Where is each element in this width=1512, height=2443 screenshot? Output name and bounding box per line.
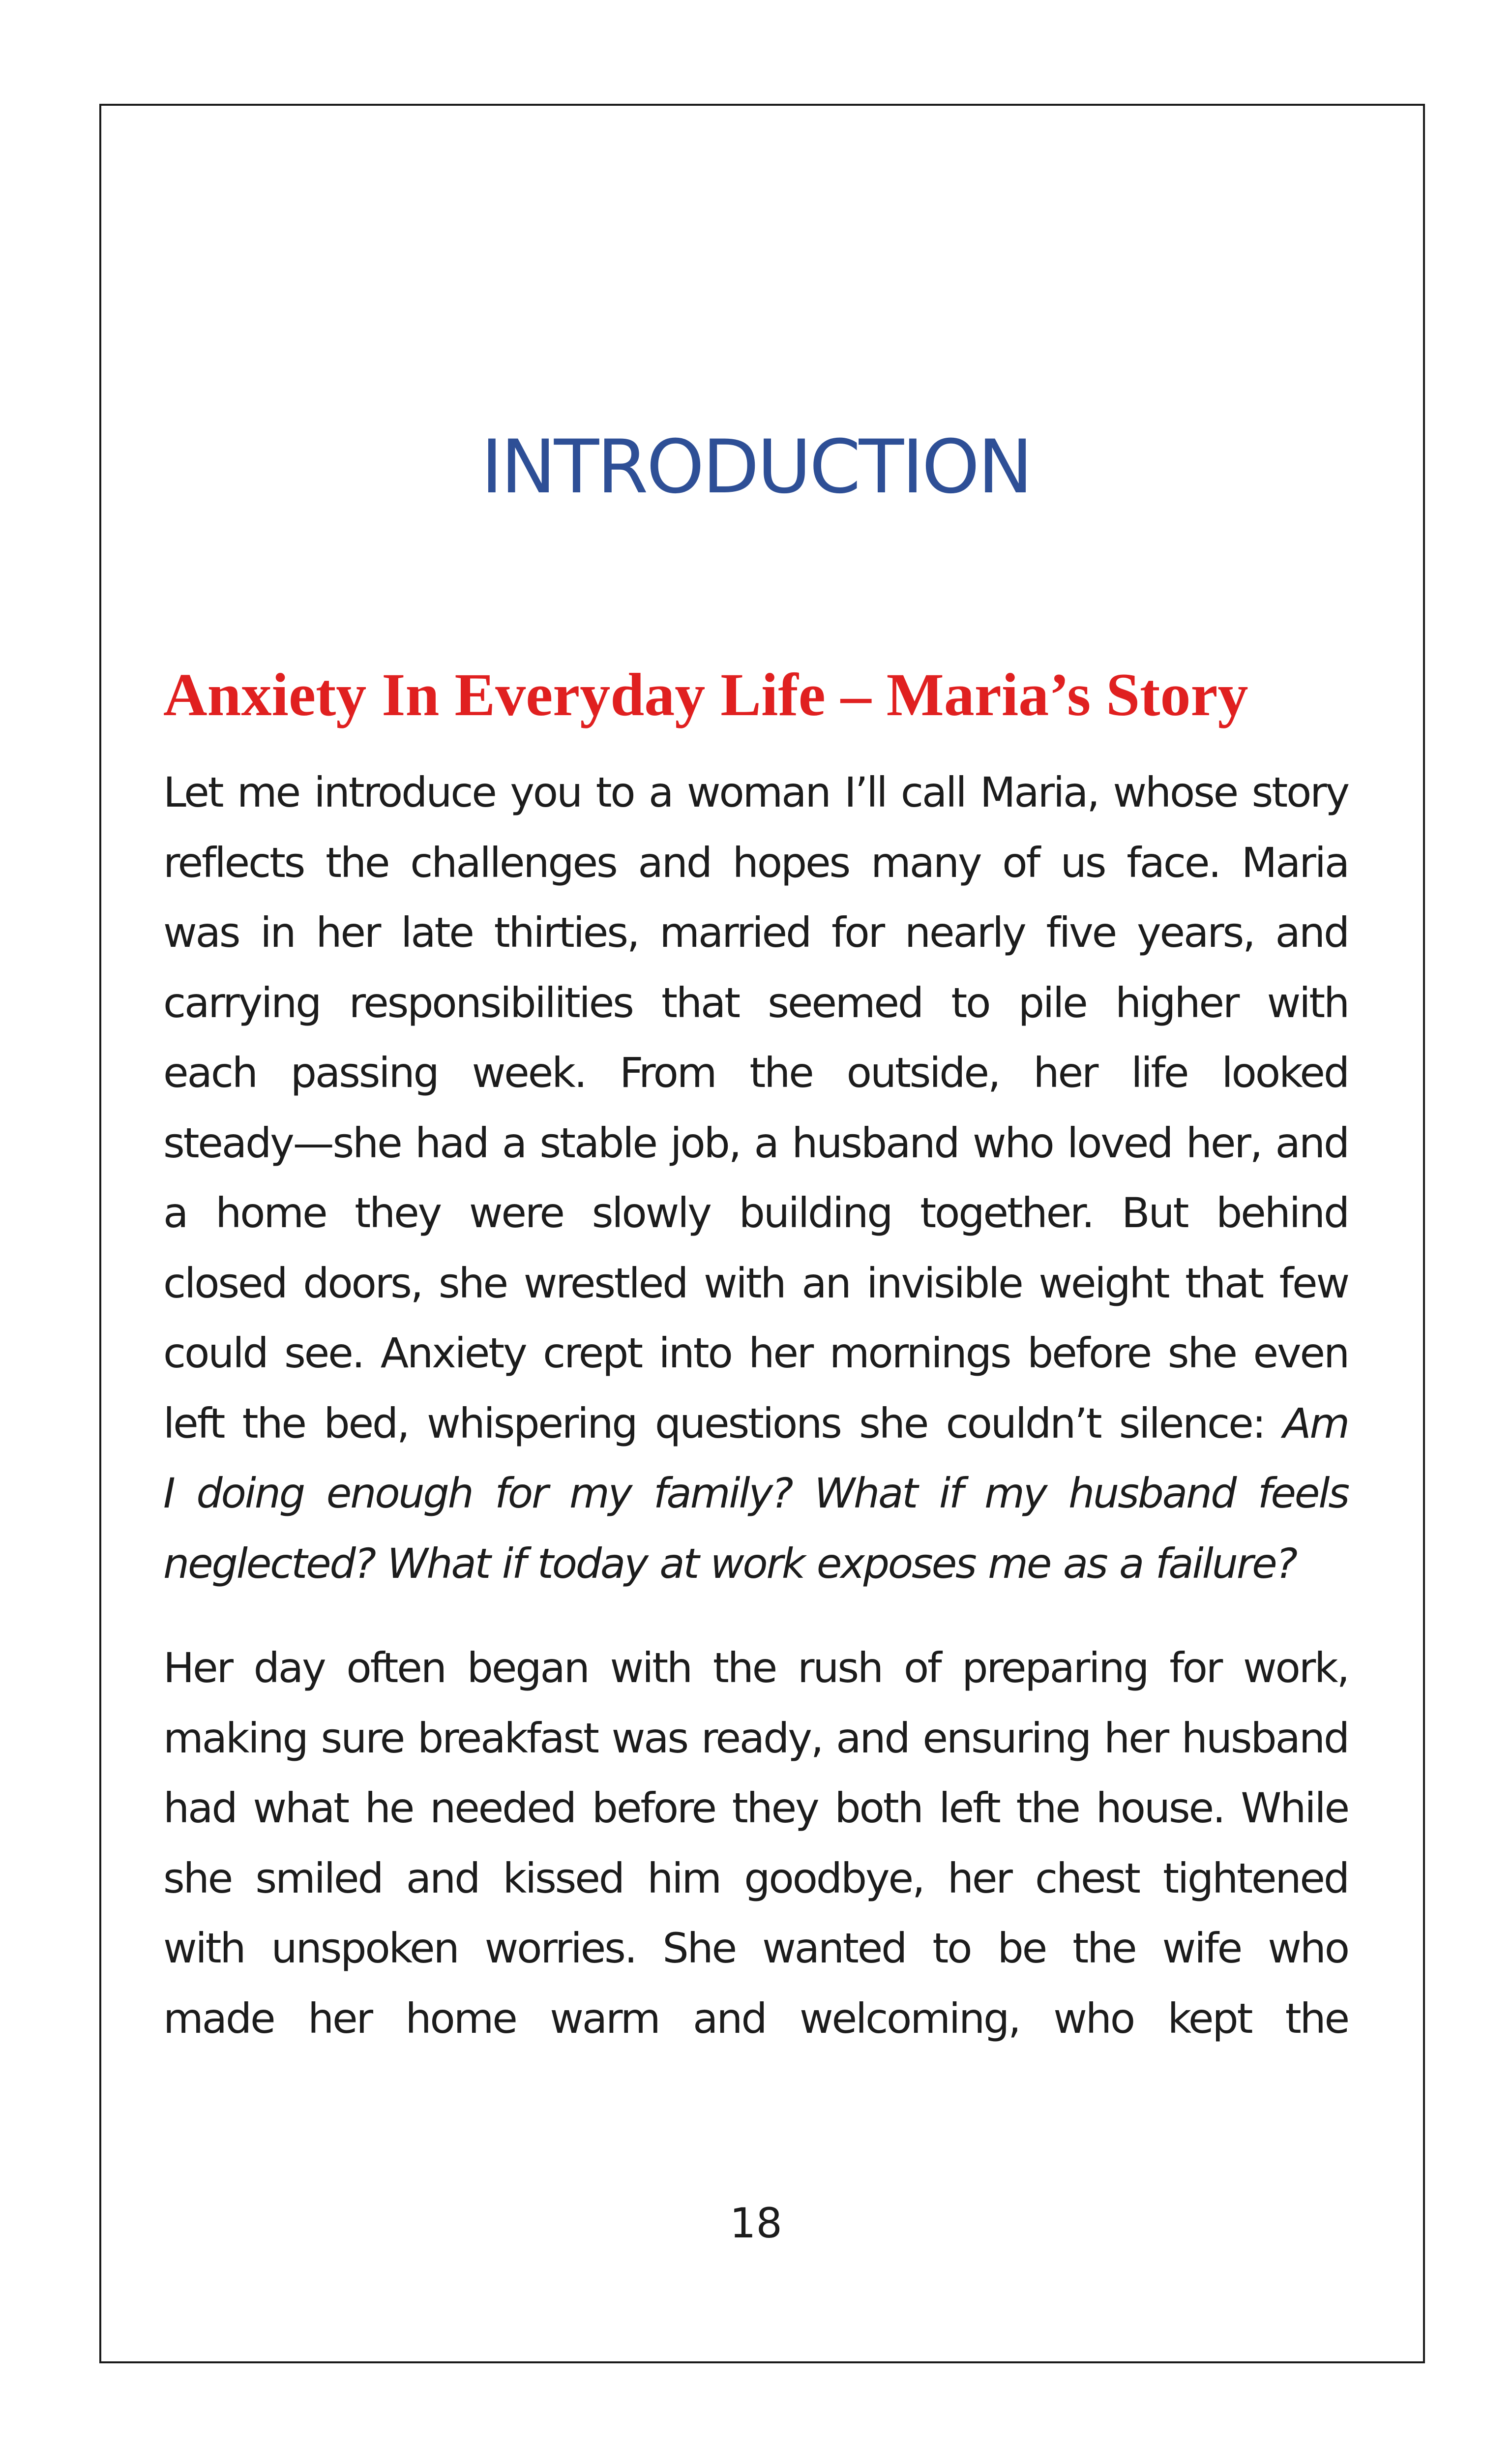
paragraph-line: had what he needed before they both left the house. While [163,1784,1348,1832]
paragraph-line: closed doors, she wrestled with an invisible weight that few [163,1259,1348,1307]
paragraph-line: each passing week. From the outside, her life looked [163,1049,1348,1097]
paragraph-line: was in her late thirties, married for nearly five years, and [163,908,1348,957]
paragraph-line: steady—she had a stable job, a husband who loved her, and [163,1118,1348,1167]
section-title: Anxiety In Everyday Life – Maria’s Story [163,661,1248,728]
paragraph-line: a home they were slowly building together. But behind [163,1189,1348,1237]
paragraph-1 [163,757,1348,1599]
chapter-title: INTRODUCTION [481,424,1031,510]
paragraph-line: could see. Anxiety crept into her mornings before she even [163,1329,1348,1377]
paragraph-line: with unspoken worries. She wanted to be the wife who [163,1924,1348,1972]
paragraph-line: Let me introduce you to a woman I’ll call Maria, whose story [163,768,1348,816]
paragraph-line: reflects the challenges and hopes many of us face. Maria [163,838,1348,887]
paragraph-2 [163,1633,1348,2053]
italic-text: Am [1283,1399,1348,1448]
paragraph-text: left the bed, whispering questions she couldn’t silence: [163,1399,1283,1448]
paragraph-line: made her home warm and welcoming, who kept the [163,1994,1348,2043]
paragraph-line: carrying responsibilities that seemed to pile higher with [163,978,1348,1027]
paragraph-line: Her day often began with the rush of preparing for work, [163,1644,1348,1692]
paragraph-line: making sure breakfast was ready, and ensuring her husband [163,1714,1348,1762]
paragraph-line-mixed [163,1388,1348,1459]
page-number: 18 [730,2199,782,2247]
paragraph-line-italic: neglected? What if today at work exposes me as a failure? [163,1539,1296,1588]
paragraph-line: she smiled and kissed him goodbye, her chest tightened [163,1854,1348,1902]
paragraph-line-italic: I doing enough for my family? What if my husband feels [163,1469,1348,1517]
